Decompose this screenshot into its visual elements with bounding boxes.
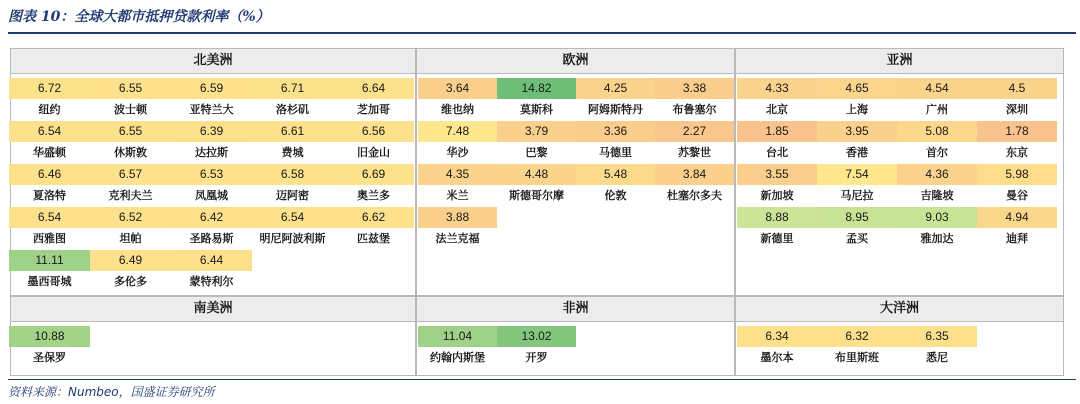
rate-value-cell: 8.88 <box>737 207 817 228</box>
city-label: 东京 <box>1006 146 1028 159</box>
city-label: 克利夫兰 <box>108 189 153 202</box>
rate-value-cell: 11.04 <box>418 326 497 347</box>
rate-value-cell: 6.34 <box>737 326 817 347</box>
city-label: 上海 <box>846 103 868 116</box>
city-label: 多伦多 <box>114 275 147 288</box>
city-label: 马德里 <box>599 146 632 159</box>
city-label: 夏洛特 <box>33 189 66 202</box>
rate-value-cell: 6.55 <box>90 78 171 99</box>
rate-value-cell: 3.38 <box>655 78 734 99</box>
city-label: 莫斯科 <box>520 103 553 116</box>
city-label: 布里斯班 <box>835 351 879 364</box>
source-divider <box>8 379 1076 380</box>
city-label: 蒙特利尔 <box>189 275 234 288</box>
city-label: 布鲁塞尔 <box>672 103 717 116</box>
city-label: 台北 <box>766 146 788 159</box>
rate-value-cell: 14.82 <box>497 78 576 99</box>
rate-value-cell: 13.02 <box>497 326 576 347</box>
city-label: 奥兰多 <box>357 189 390 202</box>
rate-value-cell: 6.32 <box>817 326 897 347</box>
city-label: 悉尼 <box>926 351 948 364</box>
city-label: 波士顿 <box>114 103 147 116</box>
city-label: 深圳 <box>1006 103 1028 116</box>
city-label: 首尔 <box>926 146 948 159</box>
rate-value-cell: 3.88 <box>418 207 497 228</box>
city-label: 广州 <box>926 103 948 116</box>
rate-value-cell: 1.85 <box>737 121 817 142</box>
rate-value-cell: 6.55 <box>90 121 171 142</box>
city-label: 新加坡 <box>760 189 794 202</box>
rate-value-cell: 4.48 <box>497 164 576 185</box>
region-header: 欧洲 <box>417 49 734 74</box>
rate-value-cell: 5.08 <box>897 121 977 142</box>
rate-value-cell: 6.56 <box>333 121 414 142</box>
city-label: 维也纳 <box>441 103 474 116</box>
rate-value-cell: 6.52 <box>90 207 171 228</box>
rate-value-cell: 1.78 <box>977 121 1057 142</box>
rate-value-cell: 6.46 <box>9 164 90 185</box>
rate-value-cell: 6.64 <box>333 78 414 99</box>
region-header: 大洋洲 <box>736 297 1063 322</box>
city-label: 伦敦 <box>604 189 627 202</box>
region-header: 南美洲 <box>11 297 415 322</box>
city-label: 开罗 <box>525 351 548 364</box>
city-label: 曼谷 <box>1006 189 1028 202</box>
city-label: 新德里 <box>760 232 794 245</box>
rate-value-cell: 6.69 <box>333 164 414 185</box>
city-label: 达拉斯 <box>195 146 228 159</box>
rate-value-cell: 3.36 <box>576 121 655 142</box>
city-label: 斯德哥尔摩 <box>509 189 564 202</box>
rate-value-cell: 4.36 <box>897 164 977 185</box>
city-label: 华沙 <box>446 146 469 159</box>
city-label: 费城 <box>281 146 304 159</box>
city-label: 米兰 <box>446 189 469 202</box>
city-label: 香港 <box>846 146 868 159</box>
rate-value-cell: 9.03 <box>897 207 977 228</box>
rate-value-cell: 3.79 <box>497 121 576 142</box>
rate-value-cell: 6.39 <box>171 121 252 142</box>
rate-value-cell: 4.5 <box>977 78 1057 99</box>
rate-value-cell: 2.27 <box>655 121 734 142</box>
city-label: 芝加哥 <box>357 103 390 116</box>
city-label: 迈阿密 <box>276 189 309 202</box>
city-label: 墨西哥城 <box>27 275 72 288</box>
rate-value-cell: 6.62 <box>333 207 414 228</box>
rate-value-cell: 3.95 <box>817 121 897 142</box>
rate-value-cell: 6.42 <box>171 207 252 228</box>
city-label: 匹兹堡 <box>357 232 390 245</box>
rate-value-cell: 6.59 <box>171 78 252 99</box>
rate-value-cell: 6.57 <box>90 164 171 185</box>
city-label: 孟买 <box>846 232 868 245</box>
rate-value-cell: 4.25 <box>576 78 655 99</box>
region-header: 北美洲 <box>11 49 415 74</box>
rate-value-cell: 7.48 <box>418 121 497 142</box>
city-label: 北京 <box>766 103 788 116</box>
city-label: 旧金山 <box>357 146 390 159</box>
rate-value-cell: 6.54 <box>252 207 333 228</box>
rate-value-cell: 10.88 <box>9 326 90 347</box>
rate-value-cell: 3.55 <box>737 164 817 185</box>
city-label: 法兰克福 <box>435 232 480 245</box>
rate-value-cell: 4.33 <box>737 78 817 99</box>
source-note: 资料来源：Numbeo，国盛证券研究所 <box>8 385 215 399</box>
rate-value-cell: 3.84 <box>655 164 734 185</box>
city-label: 雅加达 <box>920 232 954 245</box>
city-label: 杜塞尔多夫 <box>667 189 722 202</box>
rate-value-cell: 6.58 <box>252 164 333 185</box>
title-divider <box>8 32 1076 34</box>
city-label: 马尼拉 <box>840 189 874 202</box>
rate-value-cell: 4.35 <box>418 164 497 185</box>
city-label: 吉隆坡 <box>920 189 954 202</box>
city-label: 休斯敦 <box>114 146 147 159</box>
city-label: 亚特兰大 <box>189 103 234 116</box>
city-label: 约翰内斯堡 <box>430 351 485 364</box>
rate-value-cell: 3.64 <box>418 78 497 99</box>
rate-value-cell: 8.95 <box>817 207 897 228</box>
rate-value-cell: 4.54 <box>897 78 977 99</box>
city-label: 巴黎 <box>525 146 548 159</box>
rate-value-cell: 6.71 <box>252 78 333 99</box>
city-label: 明尼阿波利斯 <box>259 232 326 245</box>
city-label: 凤凰城 <box>195 189 228 202</box>
rate-value-cell: 6.54 <box>9 207 90 228</box>
rate-value-cell: 11.11 <box>9 250 90 271</box>
rate-value-cell: 5.48 <box>576 164 655 185</box>
rate-value-cell: 6.54 <box>9 121 90 142</box>
rate-value-cell: 6.53 <box>171 164 252 185</box>
rate-value-cell: 6.49 <box>90 250 171 271</box>
city-label: 圣路易斯 <box>189 232 234 245</box>
region-header: 非洲 <box>417 297 734 322</box>
rate-value-cell: 4.65 <box>817 78 897 99</box>
rate-value-cell: 6.61 <box>252 121 333 142</box>
rate-value-cell: 7.54 <box>817 164 897 185</box>
rate-value-cell: 4.94 <box>977 207 1057 228</box>
rate-value-cell: 6.35 <box>897 326 977 347</box>
rate-value-cell: 6.72 <box>9 78 90 99</box>
city-label: 圣保罗 <box>33 351 66 364</box>
city-label: 阿姆斯特丹 <box>588 103 643 116</box>
city-label: 墨尔本 <box>760 351 794 364</box>
region-header: 亚洲 <box>736 49 1063 74</box>
city-label: 迪拜 <box>1006 232 1028 245</box>
city-label: 洛杉矶 <box>276 103 309 116</box>
rate-value-cell: 5.98 <box>977 164 1057 185</box>
city-label: 纽约 <box>38 103 61 116</box>
city-label: 西雅图 <box>33 232 66 245</box>
rate-value-cell: 6.44 <box>171 250 252 271</box>
city-label: 坦帕 <box>119 232 142 245</box>
city-label: 华盛顿 <box>33 146 66 159</box>
city-label: 苏黎世 <box>678 146 711 159</box>
chart-title: 图表 10：全球大都市抵押贷款利率（%） <box>8 9 270 25</box>
